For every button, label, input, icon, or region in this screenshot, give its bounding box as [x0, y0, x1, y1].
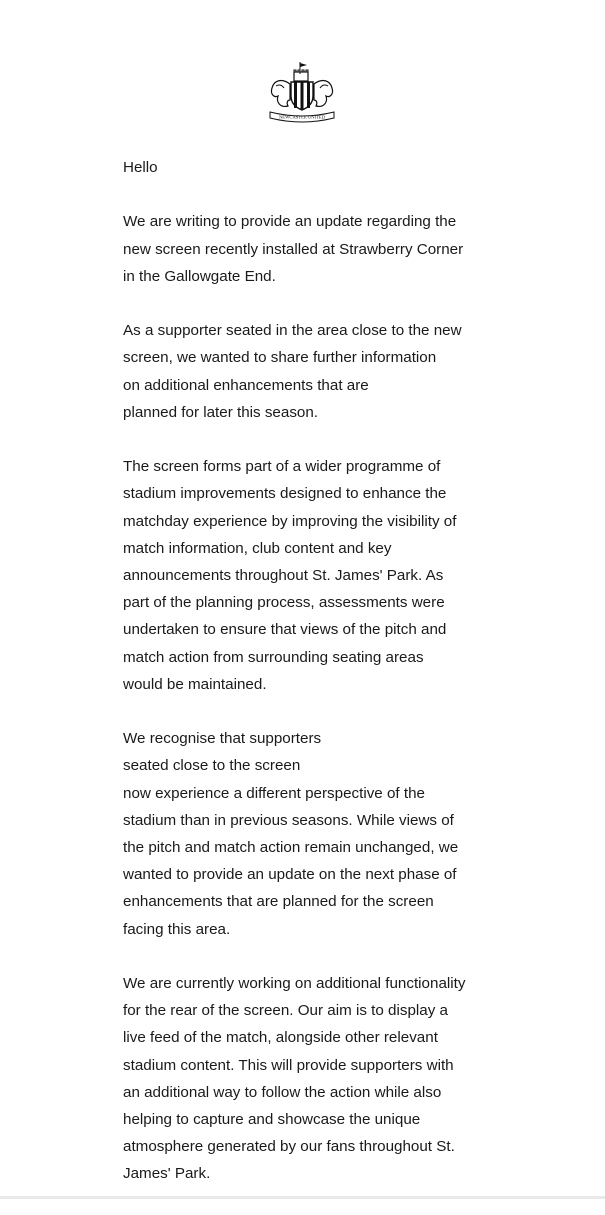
text-line: new screen recently installed at Strawberry Corner	[123, 240, 464, 258]
text-line: matchday experience by improving the visibility of	[123, 512, 457, 530]
text-line: an additional way to follow the action while also	[123, 1083, 442, 1101]
text-line: James' Park.	[123, 1165, 211, 1183]
letter-body	[123, 154, 593, 1215]
text-line: match information, club content and key	[123, 539, 392, 557]
text-line: live feed of the match, alongside other relevant	[123, 1029, 438, 1047]
paragraph	[123, 208, 593, 290]
text-line: match action from surrounding seating areas	[123, 648, 424, 666]
text-line: wanted to provide an update on the next phase of	[123, 866, 457, 884]
paragraph	[123, 970, 593, 1188]
text-line: now experience a different perspective of the	[123, 784, 425, 802]
text-line: would be maintained.	[123, 675, 267, 693]
greeting: Hello	[123, 159, 158, 176]
text-line: As a supporter seated in the area close to the new	[123, 322, 462, 340]
text-line: stadium improvements designed to enhance the	[123, 485, 447, 503]
text-line: enhancements that are planned for the screen	[123, 893, 434, 911]
paragraph	[123, 453, 593, 698]
text-line: part of the planning process, assessments were	[123, 594, 445, 612]
text-line: undertaken to ensure that views of the pitch and	[123, 621, 447, 639]
text-line: helping to capture and showcase the unique	[123, 1111, 421, 1129]
paragraph	[123, 725, 593, 943]
text-line: in the Gallowgate End.	[123, 267, 276, 285]
text-line: We are currently working on additional functionality	[123, 975, 466, 993]
text-line: atmosphere generated by our fans throughout St.	[123, 1138, 455, 1156]
text-line: We are writing to provide an update regarding the	[123, 213, 457, 231]
text-line: The screen forms part of a wider programme of	[123, 458, 441, 476]
text-line: announcements throughout St. James' Park. As	[123, 567, 444, 584]
text-line: for the rear of the screen. Our aim is to display a	[123, 1002, 448, 1020]
text-line: seated close to the screen	[123, 757, 301, 775]
paragraph	[123, 317, 593, 426]
text-line: planned for later this season.	[123, 403, 319, 421]
text-line: screen, we wanted to share further information	[123, 349, 437, 367]
newcastle-united-crest-logo	[262, 60, 342, 124]
text-line: the pitch and match action remain unchanged, we	[123, 839, 459, 857]
text-line: We recognise that supporters	[123, 730, 322, 748]
text-line: stadium than in previous seasons. While views of	[123, 811, 454, 829]
text-line: on additional enhancements that are	[123, 376, 369, 394]
text-line: facing this area.	[123, 920, 231, 938]
text-line: stadium content. This will provide supporters with	[123, 1056, 454, 1074]
crest-banner-text: NEWCASTLE UNITED	[278, 114, 326, 120]
